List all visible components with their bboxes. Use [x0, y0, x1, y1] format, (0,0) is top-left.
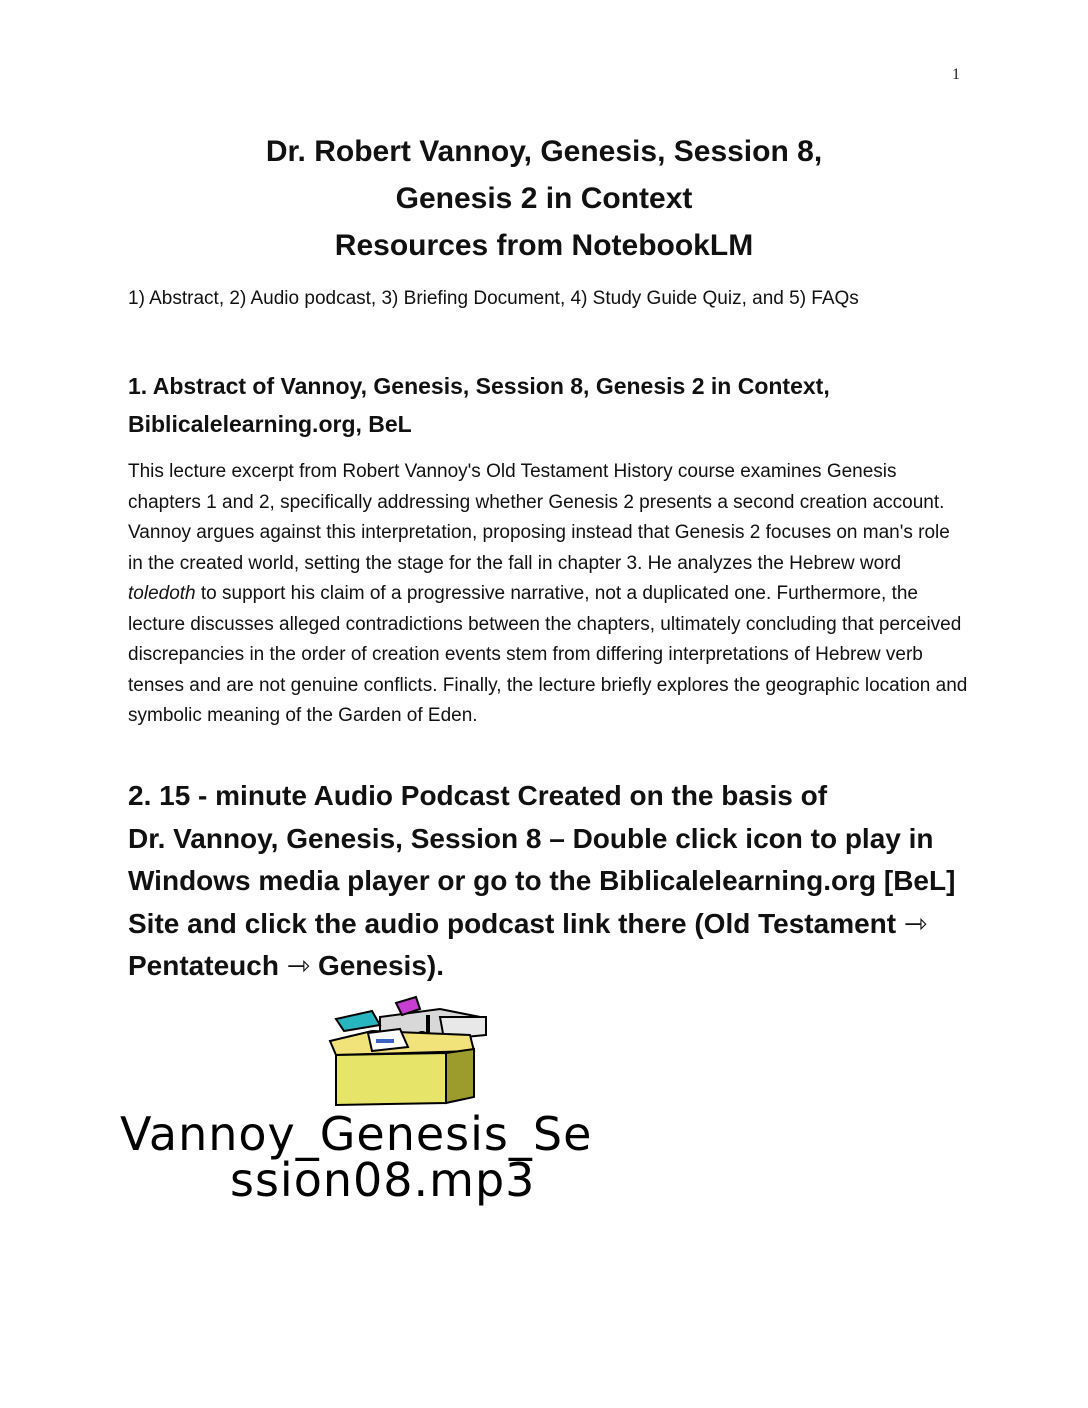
- podcast-heading-line1: 2. 15 - minute Audio Podcast Created on the basis of: [128, 780, 828, 811]
- podcast-heading-part3: Pentateuch: [128, 950, 287, 981]
- arrow-right-icon: ⇾: [903, 907, 928, 939]
- abstract-heading: 1. Abstract of Vannoy, Genesis, Session 8, Genesis 2 in Context, Biblicalelearning.org, BeL: [128, 373, 830, 437]
- abstract-text-part1: This lecture excerpt from Robert Vannoy's Old Testament History course examines Genesis chapters 1 and 2, specifically addressing whether Genesis 2 presents a second creation account. Vannoy argues against this interpretation, proposing instead that Genesis 2 focuses on man's role in the created world, setting the stage for the fall in chapter 3. He analyzes the Hebrew word: [128, 461, 950, 574]
- podcast-heading-part2: Dr. Vannoy, Genesis, Session 8 – Double click icon to play in Windows media player or go to the Biblicalelearning.org [BeL] Site and click the audio podcast link there (Old Testament: [128, 822, 956, 939]
- abstract-body: [128, 457, 968, 732]
- abstract-paragraph: [128, 457, 968, 732]
- package-audio-icon[interactable]: [320, 995, 500, 1107]
- title-line-3: Resources from NotebookLM: [334, 229, 754, 262]
- abstract-text-part2: to support his claim of a progressive narrative, not a duplicated one. Furthermore, the lecture discusses alleged contradictions between the chapters, ultimately concluding that perceived discrepancies in the order of creation events stem from differing interpretations of Hebrew verb tenses and are not genuine conflicts. Finally, the lecture briefly explores the geographic location and symbolic meaning of the Garden of Eden.: [128, 583, 968, 726]
- title-line-1: Dr. Robert Vannoy, Genesis, Session 8,: [265, 135, 823, 168]
- audio-file-name[interactable]: [120, 1107, 680, 1207]
- page-title: [0, 128, 1088, 269]
- audio-file-name-line1: Vannoy_Genesis_Se: [120, 1107, 593, 1161]
- audio-file-attachment[interactable]: [120, 995, 720, 1205]
- abstract-italic-term: toledoth: [128, 583, 196, 604]
- page-number: 1: [952, 66, 960, 83]
- audio-file-name-line2: ssion08.mp3: [230, 1153, 536, 1207]
- podcast-heading: [128, 775, 968, 988]
- resources-list: 1) Abstract, 2) Audio podcast, 3) Briefing Document, 4) Study Guide Quiz, and 5) FAQs: [128, 288, 859, 309]
- arrow-right-icon: ⇾: [286, 950, 311, 981]
- title-line-2: Genesis 2 in Context: [395, 182, 693, 215]
- podcast-heading-part4: Genesis).: [310, 950, 445, 981]
